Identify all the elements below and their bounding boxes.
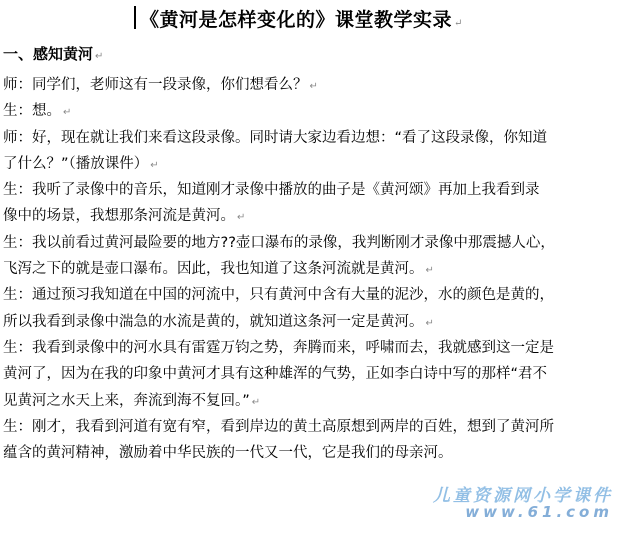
text-line [3, 203, 611, 229]
text-line [3, 388, 611, 414]
text-line [3, 335, 611, 361]
line-text: 见黄河之水天上来，奔流到海不复回。” [3, 392, 250, 409]
paragraph-mark-icon: ↵ [425, 317, 434, 329]
text-line [3, 177, 611, 203]
watermark-url: www.61.com [465, 503, 613, 521]
line-text: 生：通过预习我知道在中国的河流中，只有黄河中含有大量的泥沙，水的颜色是黄的， [3, 287, 554, 304]
text-line [3, 309, 611, 335]
text-line [3, 282, 611, 308]
text-line [3, 440, 611, 466]
watermark-site-name: 儿童资源网小学课件 [433, 486, 613, 506]
line-text: 所以我看到录像中湍急的水流是黄的，就知道这条河一定是黄河。 [3, 313, 424, 330]
paragraph-mark-icon: ↵ [63, 107, 72, 119]
line-text: 生：刚才，我看到河道有宽有窄，看到岸边的黄土高原想到两岸的百姓，想到了黄河所 [3, 418, 554, 435]
paragraph-mark-icon: ↵ [237, 212, 246, 224]
line-text: 黄河了，因为在我的印象中黄河才具有这种雄浑的气势，正如李白诗中写的那样“君不 [3, 366, 548, 383]
text-line [3, 72, 611, 98]
document-title [140, 5, 463, 32]
paragraph-mark-icon: ↵ [95, 51, 104, 62]
paragraph-mark-icon: ↵ [425, 265, 434, 277]
line-text: 生：我看到录像中的河水具有雷霆万钧之势，奔腾而来，呼啸而去，我就感到这一定是 [3, 339, 554, 356]
text-line [3, 125, 611, 151]
line-text: 师：好，现在就让我们来看这段录像。同时请大家边看边想：“看了这段录像，你知道 [3, 129, 548, 146]
text-line [3, 230, 611, 256]
text-line [3, 414, 611, 440]
site-watermark [415, 481, 615, 533]
section-heading-text: 一、感知黄河 [3, 45, 94, 63]
line-text: 了什么？”（播放课件） [3, 155, 149, 172]
line-text: 飞泻之下的就是壶口瀑布。因此，我也知道了这条河流就是黄河。 [3, 261, 424, 278]
paragraph-mark-icon: ↵ [150, 159, 159, 171]
text-line [3, 361, 611, 387]
document-body [3, 72, 611, 466]
title-row [0, 2, 617, 32]
line-text: 像中的场景，我想那条河流是黄河。 [3, 208, 235, 225]
paragraph-mark-icon: ↵ [309, 81, 318, 92]
line-text: 生：想。 [3, 103, 61, 120]
line-text: 生：我听了录像中的音乐，知道刚才录像中播放的曲子是《黄河颂》再加上我看到录 [3, 182, 540, 199]
title-text: 《黄河是怎样变化的》课堂教学实录 [140, 9, 453, 31]
text-line [3, 98, 611, 124]
line-text: 生：我以前看过黄河最险要的地方??壶口瀑布的录像，我判断刚才录像中那震撼人心， [3, 234, 555, 251]
title-cursor-bar [134, 6, 136, 29]
text-line [3, 256, 611, 282]
text-line [3, 151, 611, 177]
section-heading [3, 43, 103, 64]
line-text: 师：同学们，老师这有一段录像，你们想看么？ [3, 77, 308, 93]
paragraph-mark-icon: ↵ [454, 18, 463, 29]
paragraph-mark-icon: ↵ [251, 396, 261, 408]
line-text: 蕴含的黄河精神，激励着中华民族的一代又一代，它是我们的母亲河。 [3, 445, 453, 462]
